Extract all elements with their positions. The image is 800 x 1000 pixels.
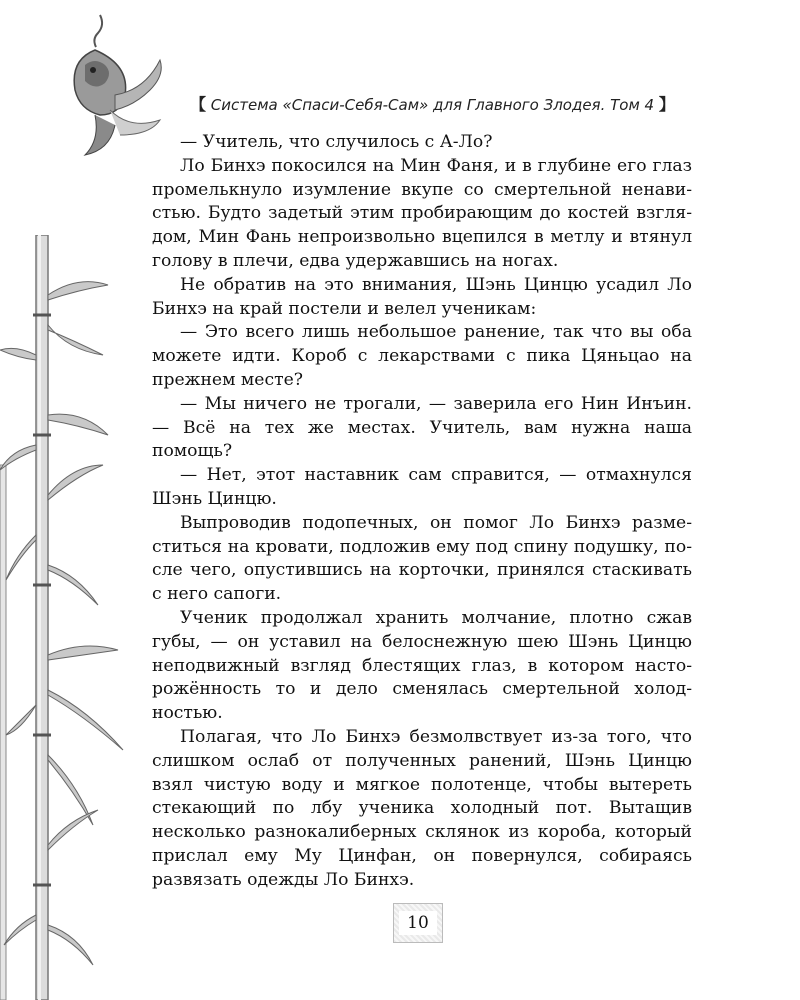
running-header [190,92,675,115]
header-open-bracket: 【 [190,95,207,114]
paragraph: — Учитель, что случилось с А-Ло? [180,132,493,152]
page-number: 10 [399,911,437,935]
header-close-bracket: 】 [658,95,675,114]
paragraph: Ученик продолжал хранить молчание, плотно сжав губы, — он уставил на белоснежную шею Шэнь Цинцю неподвижный взгляд блестящих глаз, в котором насторожённость то и дело сменялась смертельной холодностью. [152,607,692,724]
paragraph: Выпроводив подопечных, он помог Ло Бинхэ разместиться на кровати, подложив ему под спину подушку, после чего, опустившись на корточки, принялся стаскивать с него сапоги. [152,512,692,605]
paragraph: — Нет, этот наставник сам справится, — отмахнулся Шэнь Цинцю. [152,465,692,509]
paragraph: Не обратив на это внимания, Шэнь Цинцю усадил Ло Бинхэ на край постели и велел ученикам: [152,274,692,319]
body-text [152,131,692,893]
book-title: Система «Спаси-Себя-Сам» для Главного Злодея. Том 4 [210,96,655,114]
paragraph: — Это всего лишь небольшое ранение, так что вы оба можете идти. Короб с лекарствами с пика Цяньцао на прежнем месте? [152,322,692,390]
bamboo-decoration-icon [0,235,140,1000]
paragraph: — Мы ничего не трогали, — заверила его Нин Инъин. — Всё на тех же местах. Учитель, вам нужна наша помощь? [152,393,692,462]
paragraph: Ло Бинхэ покосился на Мин Фаня, и в глубине его глаз промелькнуло изумление вкупе со смертельной ненавистью. Будто задетый этим пробирающим до костей взглядом, Мин Фань непроизвольно вцепился в метлу и втянул голову в плечи, едва удержавшись на ногах. [152,155,692,271]
page-number-box [393,903,443,943]
paragraph: Полагая, что Ло Бинхэ безмолвствует из-за того, что слишком ослаб от полученных ранений, Шэнь Цинцю взял чистую воду и мягкое полотенце, чтобы вытереть стекающий по лбу ученика холодный пот. Вытащив несколько разнокалиберных склянок из короба, который прислал ему Му Цинфан, он повернулся, собираясь развязать одежды Ло Бинхэ. [152,726,692,890]
